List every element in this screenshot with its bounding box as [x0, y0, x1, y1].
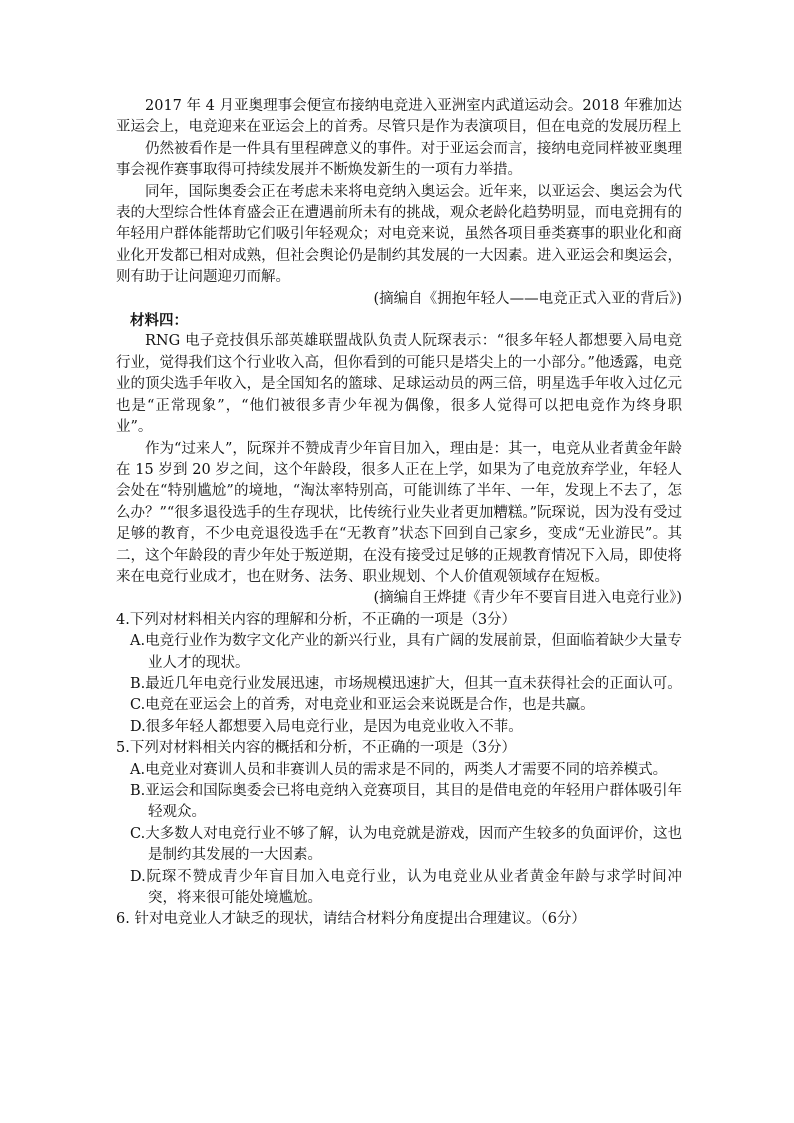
question-5-option-c: C.大多数人对电竞行业不够了解，认为电竞就是游戏，因而产生较多的负面评价，这也是制约其发展的一大因素。	[130, 825, 682, 864]
material3-paragraph-1: 2017 年 4 月亚奥理事会便宣布接纳电竞进入亚洲室内武道运动会。2018 年雅加达亚运会上，电竞迎来在亚运会上的首秀。尽管只是作为表演项目，但在电竞的发展历程上	[116, 98, 682, 136]
question-4-option-a: A.电竞行业作为数字文化产业的新兴行业，具有广阔的发展前景，但面临着缺少大量专业人才的现状。	[130, 633, 682, 671]
question-4-option-c: C.电竞在亚运会上的首秀，对电竞业和亚运会来说既是合作，也是共赢。	[130, 697, 595, 714]
question-5-option-d: D.阮琛不赞成青少年盲目加入电竞行业，认为电竞业从业者黄金年龄与求学时间冲突，将来很可能处境尴尬。	[130, 868, 682, 907]
question-4-option-d: D.很多年轻人都想要入局电竞行业，是因为电竞业收入不菲。	[130, 718, 523, 735]
question-5-option-b: B.亚运会和国际奥委会已将电竞纳入竞赛项目，其目的是借电竞的年轻用户群体吸引年轻观众。	[130, 783, 682, 821]
material3-paragraph-3: 同年，国际奥委会正在考虑未来将电竞纳入奥运会。近年来，以亚运会、奥运会为代表的大型综合性体育盛会正在遭遇前所未有的挑战，观众老龄化趋势明显，而电竞拥有的年轻用户群体能帮助它们吸引年轻观众；对电竞来说，虽然各项目垂类赛事的职业化和商业化开发都已相对成熟，但社会舆论仍是制约其发展的一大因素。进入亚运会和奥运会，则有助于让问题迎刃而解。	[116, 183, 682, 286]
material4-heading: 材料四：	[130, 312, 188, 330]
question-5-option-a: A.电竞业对赛训人员和非赛训人员的需求是不同的，两类人才需要不同的培养模式。	[130, 761, 668, 778]
material3-source: (摘编自《拥抱年轻人——电竞正式入亚的背后》)	[373, 290, 682, 307]
material4-paragraph-1: RNG 电子竞技俱乐部英雄联盟战队负责人阮琛表示：“很多年轻人都想要入局电竞行业，觉得我们这个行业收入高，但你看到的可能只是塔尖上的一小部分。”他透露，电竞业的顶尖选手年收入，是全国知名的篮球、足球运动员的两三倍，明星选手年收入过亿元也是“正常现象”，“他们被很多青少年视为偶像，很多人觉得可以把电竞作为终身职业”。	[116, 333, 682, 436]
question-4-stem: 4.下列对材料相关内容的理解和分析，不正确的一项是（3分）	[116, 611, 517, 628]
question-6-stem: 6. 针对电竞业人才缺乏的现状，请结合材料分角度提出合理建议。（6分）	[116, 911, 586, 928]
material4-source: (摘编自王烨捷《青少年不要盲目进入电竞行业》)	[373, 590, 682, 607]
exam-page	[116, 96, 682, 931]
material4-paragraph-2: 作为“过来人”，阮琛并不赞成青少年盲目加入，理由是：其一，电竞从业者黄金年龄在 15 岁到 20 岁之间，这个年龄段，很多人正在上学，如果为了电竞放弃学业，年轻人会处在“特别尴尬”的境地，“淘汰率特别高，可能训练了半年、一年，发现上不去了，怎么办？”“很多退役选手的生存现状，比传统行业失业者更加糟糕。”阮琛说，因为没有受过足够的教育，不少电竞退役选手在“无教育”状态下回到自己家乡，变成“无业游民”。其二，这个年龄段的青少年处于叛逆期，在没有接受过足够的正规教育情况下入局，即使将来在电竞行业成才，也在财务、法务、职业规划、个人价值观领域存在短板。	[116, 440, 682, 585]
question-4-option-b: B.最近几年电竞行业发展迅速，市场规模迅速扩大，但其一直未获得社会的正面认可。	[130, 675, 682, 692]
question-5-stem: 5.下列对材料相关内容的概括和分析，不正确的一项是（3分）	[116, 740, 517, 757]
material3-paragraph-2: 仍然被看作是一件具有里程碑意义的事件。对于亚运会而言，接纳电竞同样被亚奥理事会视作赛事取得可持续发展并不断焕发新生的一项有力举措。	[116, 140, 682, 179]
